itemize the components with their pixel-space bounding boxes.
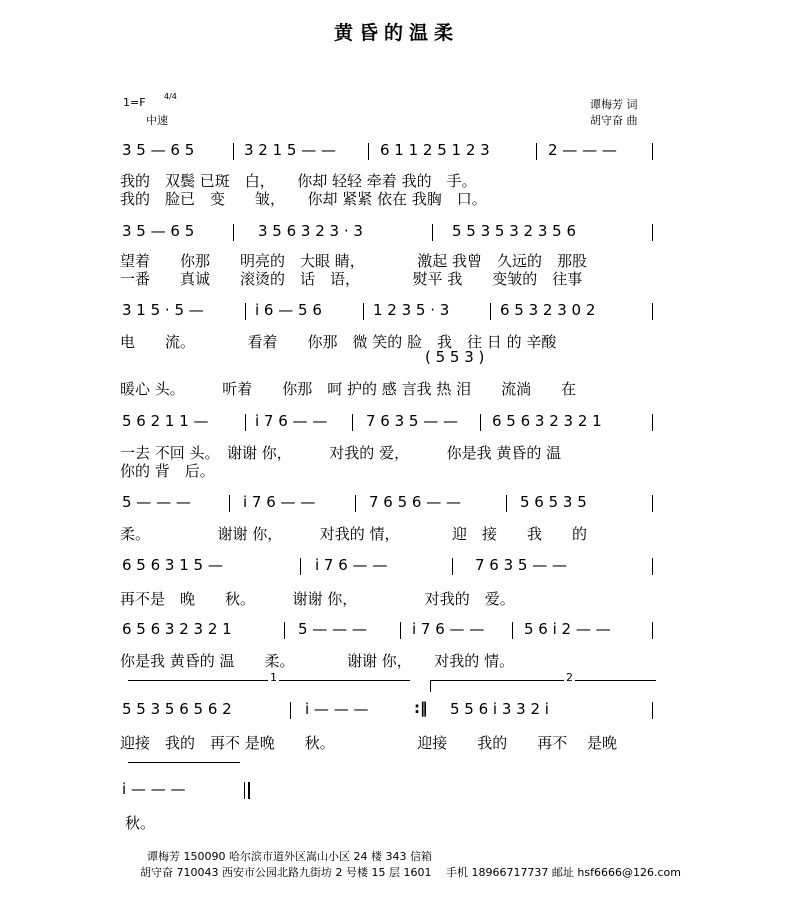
- notes-row-3-m4: 6 5 3 2 3 0 2: [500, 301, 596, 319]
- notes-row-7-m3: 7 6 3 5 — —: [475, 556, 568, 574]
- notes-row-8-m3: i 7 6 — —: [412, 620, 485, 638]
- volta-1-label: 1: [270, 671, 277, 684]
- barline: [355, 495, 356, 512]
- notes-row-5-m1: 5 6 2 1 1 —: [122, 412, 209, 430]
- lyrics-row-1-verse-2: 我的 脸已 变 皱， 你却 紧紧 依在 我胸 口。: [120, 190, 487, 208]
- barline: [512, 622, 513, 639]
- notes-row-2-m3: 5 5 3 5 3 2 3 5 6: [452, 222, 577, 240]
- barline: [652, 558, 653, 575]
- notes-row-8-m1: 6 5 6 3 2 3 2 1: [122, 620, 232, 638]
- notes-row-10: i — — —: [122, 780, 186, 798]
- lyrics-row-6: 柔。 谢谢 你， 对我的 情， 迎 接 我 的: [120, 525, 588, 543]
- notes-row-8-m2: 5 — — —: [298, 620, 367, 638]
- notes-row-1-m4: 2 — — —: [548, 141, 617, 159]
- final-barline-thick: [248, 782, 250, 799]
- barline: [652, 143, 653, 160]
- final-barline-thin: [244, 782, 245, 799]
- notes-row-2-m2: 3 5 6 3 2 3 · 3: [258, 222, 363, 240]
- composer: 胡守奋 曲: [590, 114, 638, 127]
- time-signature: 4/4: [164, 92, 177, 101]
- lyricist: 谭梅芳 词: [590, 98, 638, 111]
- barline: [652, 702, 653, 719]
- footer-lyricist-address: 谭梅芳 150090 哈尔滨市道外区嵩山小区 24 楼 343 信箱: [147, 850, 432, 863]
- volta-2-label: 2: [566, 671, 573, 684]
- lyrics-row-7: 再不是 晚 秋。 谢谢 你， 对我的 爱。: [120, 590, 515, 608]
- repeat-sign: :‖: [414, 699, 428, 717]
- notes-row-1-m3: 6 1 1 2 5 1 2 3: [380, 141, 490, 159]
- barline: [652, 622, 653, 639]
- notes-row-5-m4: 6 5 6 3 2 3 2 1: [492, 412, 602, 430]
- barline: [233, 143, 234, 160]
- lyrics-row-10: 秋。: [125, 814, 156, 832]
- volta-2-continuation: [128, 762, 240, 763]
- barline: [352, 414, 353, 431]
- barline: [368, 143, 369, 160]
- notes-row-6-m1: 5 — — —: [122, 493, 191, 511]
- volta-2-bracket-edge: [430, 680, 431, 692]
- alternate-notes: ( 5 5 3 ): [425, 348, 485, 366]
- barline: [652, 414, 653, 431]
- barline: [652, 495, 653, 512]
- notes-row-7-m1: 6 5 6 3 1 5 —: [122, 556, 223, 574]
- lyrics-row-4: 暖心 头。 听着 你那 呵 护的 感 言我 热 泪 流淌 在: [120, 380, 577, 398]
- lyrics-row-8: 你是我 黄昏的 温 柔。 谢谢 你， 对我的 情。: [120, 652, 515, 670]
- lyrics-row-5-verse-1: 一去 不回 头。 谢谢 你， 对我的 爱， 你是我 黄昏的 温: [120, 444, 562, 462]
- notes-row-6-m2: i 7 6 — —: [243, 493, 316, 511]
- footer-composer-address: 胡守奋 710043 西安市公园北路九街坊 2 号楼 15 层 1601 手机 18966717737 邮址 hsf6666@126.com: [140, 866, 681, 879]
- notes-row-6-m3: 7 6 5 6 — —: [369, 493, 462, 511]
- notes-row-6-m4: 5 6 5 3 5: [520, 493, 587, 511]
- barline: [400, 622, 401, 639]
- barline: [229, 495, 230, 512]
- barline: [290, 702, 291, 719]
- notes-row-3-m1: 3 1 5 · 5 —: [122, 301, 204, 319]
- lyrics-row-9: 迎接 我的 再不 是晚 秋。 迎接 我的 再不 是晚: [120, 734, 618, 752]
- barline: [480, 414, 481, 431]
- barline: [245, 303, 246, 320]
- barline: [506, 495, 507, 512]
- notes-row-5-m2: i 7 6 — —: [255, 412, 328, 430]
- lyrics-row-2-verse-1: 望着 你那 明亮的 大眼 睛， 激起 我曾 久远的 那股: [120, 252, 588, 270]
- lyrics-row-2-verse-2: 一番 真诚 滚烫的 话 语， 熨平 我 变皱的 往事: [120, 270, 583, 288]
- lyrics-row-3: 电 流。 看着 你那 微 笑的 脸 我 往 日 的 辛酸: [120, 333, 557, 351]
- barline: [300, 558, 301, 575]
- notes-row-2-m1: 3 5 — 6 5: [122, 222, 195, 240]
- notes-row-9-m1: 5 5 3 5 6 5 6 2: [122, 700, 232, 718]
- barline: [652, 303, 653, 320]
- barline: [284, 622, 285, 639]
- page-title: 黄昏的温柔: [333, 22, 459, 44]
- key-signature: 1=F: [123, 96, 146, 109]
- lyrics-row-1-verse-1: 我的 双鬓 已斑 白， 你却 轻轻 牵着 我的 手。: [120, 172, 477, 190]
- lyrics-row-5-verse-2: 你的 背 后。: [120, 462, 215, 480]
- barline: [233, 224, 234, 241]
- notes-row-9-m3: 5 5 6 i 3 3 2 i: [450, 700, 549, 718]
- barline: [432, 224, 433, 241]
- barline: [452, 558, 453, 575]
- barline: [245, 414, 246, 431]
- notes-row-5-m3: 7 6 3 5 — —: [366, 412, 459, 430]
- notes-row-9-m2: i — — —: [305, 700, 369, 718]
- notes-row-3-m3: 1 2 3 5 · 3: [373, 301, 450, 319]
- barline: [490, 303, 491, 320]
- barline: [363, 303, 364, 320]
- notes-row-1-m1: 3 5 — 6 5: [122, 141, 195, 159]
- barline: [652, 224, 653, 241]
- notes-row-1-m2: 3 2 1 5 — —: [244, 141, 337, 159]
- volta-2-bracket: [430, 680, 656, 681]
- notes-row-8-m4: 5 6 i 2 — —: [524, 620, 611, 638]
- tempo: 中速: [146, 114, 168, 127]
- notes-row-3-m2: i 6 — 5 6: [255, 301, 322, 319]
- barline: [536, 143, 537, 160]
- notes-row-7-m2: i 7 6 — —: [315, 556, 388, 574]
